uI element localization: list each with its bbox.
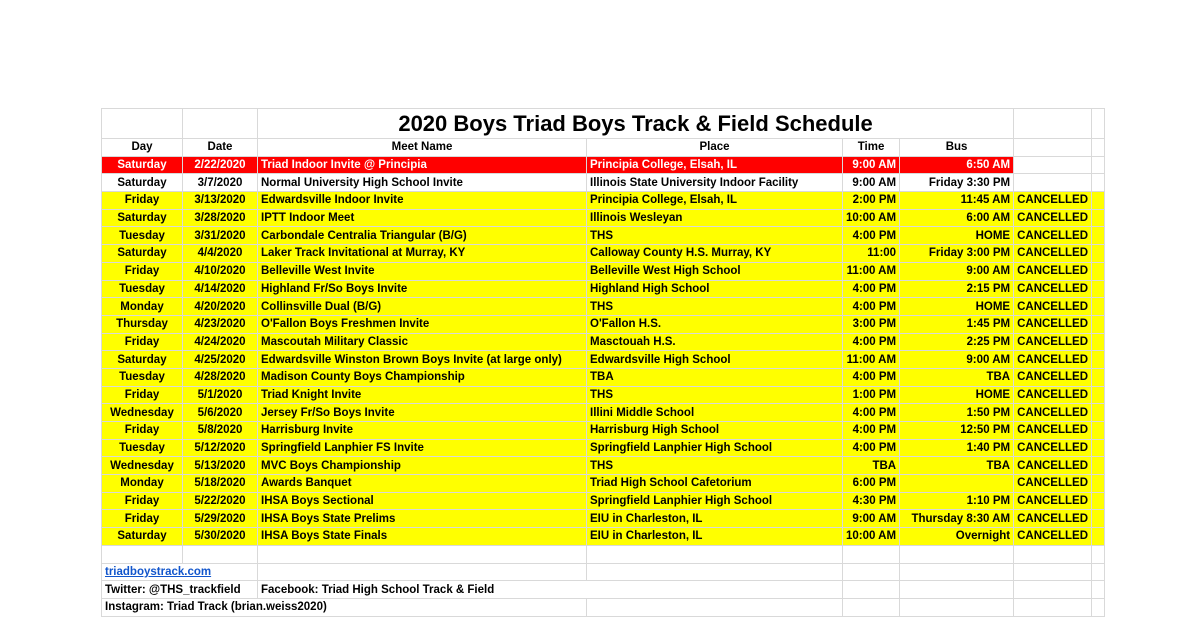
cell-time: 6:00 PM <box>843 475 900 493</box>
cell-meet: Laker Track Invitational at Murray, KY <box>258 245 587 263</box>
cell-time: 4:00 PM <box>843 227 900 245</box>
cell-bus: HOME <box>900 227 1014 245</box>
page-title: 2020 Boys Triad Boys Track & Field Schedule <box>258 109 1014 139</box>
cell-time: 11:00 <box>843 245 900 263</box>
cell-day: Thursday <box>102 315 183 333</box>
cell-meet: Madison County Boys Championship <box>258 368 587 386</box>
table-row <box>102 262 1105 280</box>
cell-status: CANCELLED <box>1014 492 1092 510</box>
cell-status: CANCELLED <box>1014 280 1092 298</box>
cell-place: Edwardsville High School <box>587 351 843 369</box>
cell-meet: Highland Fr/So Boys Invite <box>258 280 587 298</box>
cell-meet: Springfield Lanphier FS Invite <box>258 439 587 457</box>
cell-bus: 11:45 AM <box>900 192 1014 210</box>
cell-day: Friday <box>102 386 183 404</box>
cell-place: O'Fallon H.S. <box>587 315 843 333</box>
header-day: Day <box>102 139 183 157</box>
schedule-sheet <box>101 108 1105 617</box>
cell-bus: HOME <box>900 386 1014 404</box>
cell-place: THS <box>587 457 843 475</box>
cell-bus: 9:00 AM <box>900 351 1014 369</box>
cell-day: Monday <box>102 475 183 493</box>
cell-day: Saturday <box>102 245 183 263</box>
cell-date: 4/20/2020 <box>183 298 258 316</box>
cell-time: 4:30 PM <box>843 492 900 510</box>
cell-place: Illini Middle School <box>587 404 843 422</box>
table-row <box>102 174 1105 192</box>
cell-meet: Mascoutah Military Classic <box>258 333 587 351</box>
cell-bus: HOME <box>900 298 1014 316</box>
header-bus: Bus <box>900 139 1014 157</box>
cell-bus: 12:50 PM <box>900 422 1014 440</box>
facebook-handle: Facebook: Triad High School Track & Field <box>258 581 843 599</box>
cell-day: Wednesday <box>102 457 183 475</box>
cell-place: Illinois State University Indoor Facility <box>587 174 843 192</box>
header-meet: Meet Name <box>258 139 587 157</box>
cell-time: 10:00 AM <box>843 209 900 227</box>
cell-time: 11:00 AM <box>843 262 900 280</box>
cell-place: Principia College, Elsah, IL <box>587 156 843 174</box>
cell-bus: Friday 3:30 PM <box>900 174 1014 192</box>
table-row <box>102 404 1105 422</box>
cell-time: TBA <box>843 457 900 475</box>
cell-meet: Belleville West Invite <box>258 262 587 280</box>
cell-status: CANCELLED <box>1014 333 1092 351</box>
cell-meet: Carbondale Centralia Triangular (B/G) <box>258 227 587 245</box>
cell-date: 5/29/2020 <box>183 510 258 528</box>
cell-place: Belleville West High School <box>587 262 843 280</box>
cell-time: 9:00 AM <box>843 156 900 174</box>
cell-meet: Awards Banquet <box>258 475 587 493</box>
cell-place: Harrisburg High School <box>587 422 843 440</box>
cell-meet: MVC Boys Championship <box>258 457 587 475</box>
cell-time: 4:00 PM <box>843 422 900 440</box>
header-time: Time <box>843 139 900 157</box>
cell-day: Friday <box>102 510 183 528</box>
cell-place: TBA <box>587 368 843 386</box>
cell-place: THS <box>587 386 843 404</box>
cell-date: 3/28/2020 <box>183 209 258 227</box>
cell-status: CANCELLED <box>1014 315 1092 333</box>
cell-day: Friday <box>102 192 183 210</box>
cell-time: 9:00 AM <box>843 510 900 528</box>
table-row <box>102 209 1105 227</box>
cell-day: Saturday <box>102 174 183 192</box>
cell-bus: 9:00 AM <box>900 262 1014 280</box>
cell-date: 5/8/2020 <box>183 422 258 440</box>
table-row <box>102 386 1105 404</box>
cell-bus: 2:25 PM <box>900 333 1014 351</box>
cell-status <box>1014 174 1092 192</box>
cell-meet: Triad Knight Invite <box>258 386 587 404</box>
cell-bus: 6:00 AM <box>900 209 1014 227</box>
cell-status: CANCELLED <box>1014 404 1092 422</box>
cell-date: 4/14/2020 <box>183 280 258 298</box>
cell-day: Wednesday <box>102 404 183 422</box>
cell-bus: TBA <box>900 457 1014 475</box>
cell-place: Highland High School <box>587 280 843 298</box>
table-row <box>102 280 1105 298</box>
cell-status: CANCELLED <box>1014 439 1092 457</box>
cell-time: 4:00 PM <box>843 439 900 457</box>
cell-status <box>1014 156 1092 174</box>
table-row <box>102 227 1105 245</box>
cell-time: 4:00 PM <box>843 368 900 386</box>
cell-place: THS <box>587 298 843 316</box>
cell-date: 5/1/2020 <box>183 386 258 404</box>
header-date: Date <box>183 139 258 157</box>
cell-status: CANCELLED <box>1014 351 1092 369</box>
header-place: Place <box>587 139 843 157</box>
cell-day: Friday <box>102 422 183 440</box>
cell-time: 11:00 AM <box>843 351 900 369</box>
cell-date: 5/18/2020 <box>183 475 258 493</box>
cell-meet: Collinsville Dual (B/G) <box>258 298 587 316</box>
cell-place: EIU in Charleston, IL <box>587 510 843 528</box>
table-row <box>102 333 1105 351</box>
cell-meet: IHSA Boys State Finals <box>258 528 587 546</box>
table-row <box>102 528 1105 546</box>
cell-bus: Overnight <box>900 528 1014 546</box>
cell-place: Illinois Wesleyan <box>587 209 843 227</box>
cell-status: CANCELLED <box>1014 510 1092 528</box>
cell-status: CANCELLED <box>1014 368 1092 386</box>
cell-bus: Friday 3:00 PM <box>900 245 1014 263</box>
cell-date: 4/24/2020 <box>183 333 258 351</box>
cell-date: 5/13/2020 <box>183 457 258 475</box>
cell-time: 2:00 PM <box>843 192 900 210</box>
cell-date: 3/7/2020 <box>183 174 258 192</box>
cell-place: THS <box>587 227 843 245</box>
cell-day: Friday <box>102 333 183 351</box>
table-row <box>102 492 1105 510</box>
cell-bus: Thursday 8:30 AM <box>900 510 1014 528</box>
cell-time: 9:00 AM <box>843 174 900 192</box>
table-row <box>102 457 1105 475</box>
twitter-handle: Twitter: @THS_trackfield <box>102 581 258 599</box>
table-row <box>102 439 1105 457</box>
cell-meet: Jersey Fr/So Boys Invite <box>258 404 587 422</box>
cell-time: 4:00 PM <box>843 280 900 298</box>
cell-bus: 2:15 PM <box>900 280 1014 298</box>
cell-place: Triad High School Cafetorium <box>587 475 843 493</box>
cell-bus: TBA <box>900 368 1014 386</box>
cell-place: Calloway County H.S. Murray, KY <box>587 245 843 263</box>
cell-meet: IHSA Boys Sectional <box>258 492 587 510</box>
cell-day: Saturday <box>102 351 183 369</box>
cell-place: EIU in Charleston, IL <box>587 528 843 546</box>
cell-time: 4:00 PM <box>843 298 900 316</box>
cell-meet: Edwardsville Indoor Invite <box>258 192 587 210</box>
cell-time: 3:00 PM <box>843 315 900 333</box>
cell-date: 3/13/2020 <box>183 192 258 210</box>
table-row <box>102 315 1105 333</box>
table-row <box>102 510 1105 528</box>
cell-date: 4/4/2020 <box>183 245 258 263</box>
cell-date: 5/30/2020 <box>183 528 258 546</box>
table-row <box>102 422 1105 440</box>
cell-status: CANCELLED <box>1014 422 1092 440</box>
cell-status: CANCELLED <box>1014 457 1092 475</box>
cell-day: Monday <box>102 298 183 316</box>
cell-status: CANCELLED <box>1014 209 1092 227</box>
table-row <box>102 245 1105 263</box>
cell-bus: 1:45 PM <box>900 315 1014 333</box>
table-row <box>102 475 1105 493</box>
table-row <box>102 351 1105 369</box>
cell-time: 4:00 PM <box>843 404 900 422</box>
cell-meet: IPTT Indoor Meet <box>258 209 587 227</box>
cell-meet: IHSA Boys State Prelims <box>258 510 587 528</box>
cell-time: 1:00 PM <box>843 386 900 404</box>
cell-status: CANCELLED <box>1014 262 1092 280</box>
cell-place: Principia College, Elsah, IL <box>587 192 843 210</box>
instagram-handle: Instagram: Triad Track (brian.weiss2020) <box>102 598 587 616</box>
cell-date: 4/23/2020 <box>183 315 258 333</box>
cell-status: CANCELLED <box>1014 528 1092 546</box>
table-row <box>102 298 1105 316</box>
cell-status: CANCELLED <box>1014 386 1092 404</box>
cell-date: 4/28/2020 <box>183 368 258 386</box>
cell-day: Tuesday <box>102 227 183 245</box>
cell-bus: 1:40 PM <box>900 439 1014 457</box>
cell-day: Tuesday <box>102 368 183 386</box>
cell-day: Saturday <box>102 156 183 174</box>
table-row <box>102 192 1105 210</box>
cell-meet: O'Fallon Boys Freshmen Invite <box>258 315 587 333</box>
cell-status: CANCELLED <box>1014 475 1092 493</box>
cell-bus: 1:10 PM <box>900 492 1014 510</box>
cell-date: 5/22/2020 <box>183 492 258 510</box>
cell-place: Springfield Lanphier High School <box>587 439 843 457</box>
cell-place: Springfield Lanphier High School <box>587 492 843 510</box>
cell-meet: Triad Indoor Invite @ Principia <box>258 156 587 174</box>
cell-status: CANCELLED <box>1014 298 1092 316</box>
cell-status: CANCELLED <box>1014 192 1092 210</box>
cell-date: 5/12/2020 <box>183 439 258 457</box>
cell-date: 4/25/2020 <box>183 351 258 369</box>
cell-day: Friday <box>102 262 183 280</box>
cell-day: Tuesday <box>102 439 183 457</box>
header-row <box>102 139 1105 157</box>
cell-date: 4/10/2020 <box>183 262 258 280</box>
cell-status: CANCELLED <box>1014 227 1092 245</box>
cell-meet: Normal University High School Invite <box>258 174 587 192</box>
cell-bus <box>900 475 1014 493</box>
cell-bus: 1:50 PM <box>900 404 1014 422</box>
table-row <box>102 156 1105 174</box>
cell-day: Friday <box>102 492 183 510</box>
cell-place: Masctouah H.S. <box>587 333 843 351</box>
cell-time: 10:00 AM <box>843 528 900 546</box>
cell-date: 2/22/2020 <box>183 156 258 174</box>
cell-time: 4:00 PM <box>843 333 900 351</box>
cell-status: CANCELLED <box>1014 245 1092 263</box>
cell-meet: Edwardsville Winston Brown Boys Invite (at large only) <box>258 351 587 369</box>
website-link[interactable]: triadboystrack.com <box>105 565 212 578</box>
cell-day: Tuesday <box>102 280 183 298</box>
table-row <box>102 368 1105 386</box>
cell-day: Saturday <box>102 528 183 546</box>
cell-date: 5/6/2020 <box>183 404 258 422</box>
cell-bus: 6:50 AM <box>900 156 1014 174</box>
cell-meet: Harrisburg Invite <box>258 422 587 440</box>
cell-date: 3/31/2020 <box>183 227 258 245</box>
cell-day: Saturday <box>102 209 183 227</box>
